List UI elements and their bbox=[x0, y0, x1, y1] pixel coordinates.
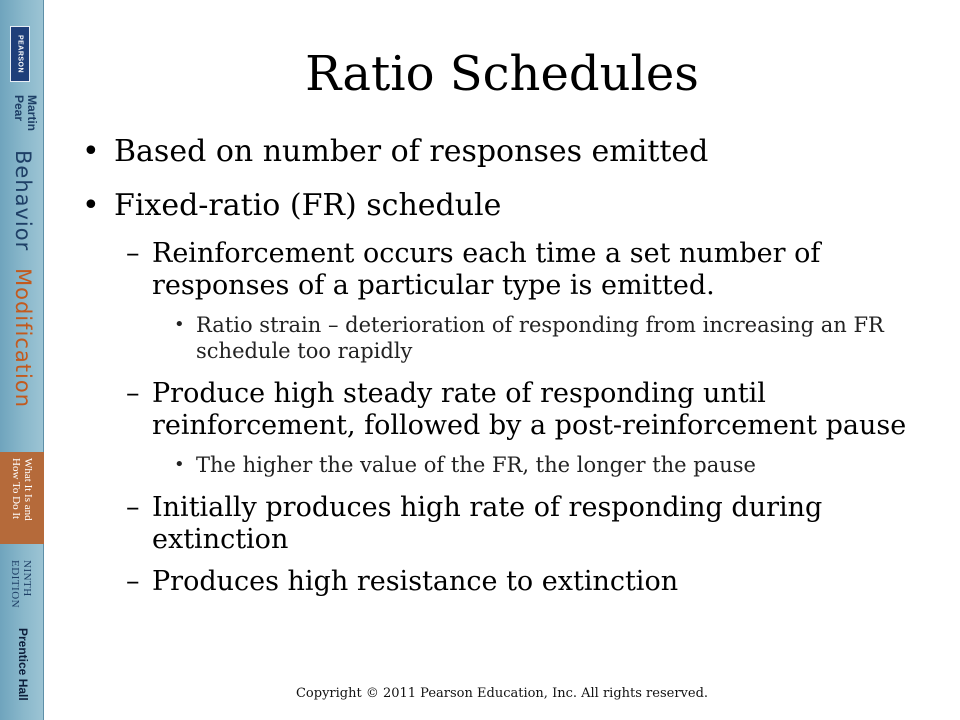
bullet-fixed-ratio: • Fixed-ratio (FR) schedule bbox=[78, 188, 948, 224]
dash-marker: – bbox=[126, 238, 140, 269]
dash-marker: – bbox=[126, 492, 140, 523]
pearson-logo-text: PEARSON bbox=[16, 34, 24, 74]
detail-ratio-strain: • Ratio strain – deterioration of responding from increasing an FR schedule too rapidly bbox=[78, 312, 948, 364]
edition-label bbox=[9, 560, 33, 608]
edition-line-2: EDITION bbox=[9, 560, 21, 609]
detail-higher-value: • The higher the value of the FR, the longer the pause bbox=[78, 452, 948, 478]
book-title-behavior: Behavior bbox=[11, 150, 35, 252]
prentice-hall-logo: Prentice Hall bbox=[16, 628, 30, 701]
book-title-modification: Modification bbox=[11, 268, 35, 408]
sub-bullet-text: Produces high resistance to extinction bbox=[152, 566, 679, 597]
subtitle-text bbox=[10, 458, 34, 521]
subtitle-line-2: How To Do It bbox=[10, 458, 22, 520]
pearson-logo bbox=[10, 26, 30, 82]
copyright-footer: Copyright © 2011 Pearson Education, Inc. All rights reserved. bbox=[295, 686, 709, 701]
slide-title: Ratio Schedules bbox=[305, 46, 699, 102]
sub-bullet-steady-rate bbox=[78, 378, 948, 442]
subtitle-block bbox=[0, 452, 44, 544]
edition-line-1: NINTH bbox=[21, 560, 33, 597]
sub-bullet-text: Initially produces high rate of responding during extinction bbox=[152, 492, 823, 555]
subtitle-line-1: What It Is and bbox=[22, 458, 34, 521]
author-pear: Pear bbox=[12, 95, 26, 122]
sub-bullet-extinction-rate bbox=[78, 492, 948, 556]
book-cover-sidebar bbox=[0, 0, 44, 720]
sub-bullet-reinforcement bbox=[78, 238, 948, 302]
dash-marker: – bbox=[126, 378, 140, 409]
sub-bullet-text: Produce high steady rate of responding until reinforcement, followed by a post-reinforcement pause bbox=[152, 378, 907, 441]
sub-bullet-resistance bbox=[78, 566, 948, 598]
author-martin: Martin bbox=[25, 95, 39, 131]
authors-label bbox=[12, 95, 38, 131]
dash-marker: – bbox=[126, 566, 140, 597]
bullet-responses-emitted: • Based on number of responses emitted bbox=[78, 134, 948, 170]
sub-bullet-text: Reinforcement occurs each time a set number of responses of a particular type is emitted. bbox=[152, 238, 821, 301]
slide-content bbox=[78, 134, 948, 608]
